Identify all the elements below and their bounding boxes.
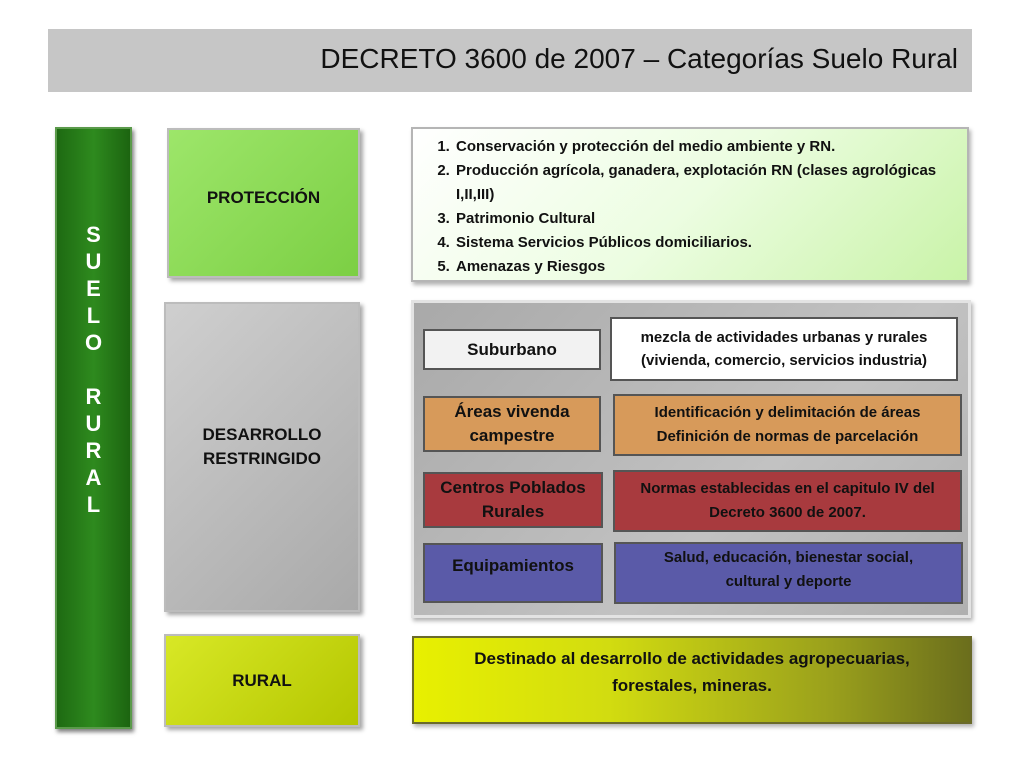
category-proteccion-label: PROTECCIÓN xyxy=(206,188,321,207)
vertical-letter: L xyxy=(86,303,101,328)
rural-desc-line1: Destinado al desarrollo de actividades agropecuarias, xyxy=(474,649,910,668)
vertical-letter: R xyxy=(85,384,102,409)
rural-desc-line2: forestales, mineras. xyxy=(612,676,772,695)
equipamientos-desc xyxy=(614,542,963,604)
suburbano-label-text: Suburbano xyxy=(467,339,557,359)
suelo-rural-vertical-label xyxy=(55,127,132,729)
centros-desc-line2: Decreto 3600 de 2007. xyxy=(709,504,866,521)
suburbano-label xyxy=(423,329,601,370)
proteccion-list-box xyxy=(411,127,969,282)
centros-label-line1: Centros Poblados xyxy=(440,478,586,497)
category-desarrollo-restringido xyxy=(164,302,360,612)
page-title: DECRETO 3600 de 2007 – Categorías Suelo Rural xyxy=(320,43,958,74)
suburbano-desc xyxy=(610,317,958,381)
category-proteccion xyxy=(167,128,360,278)
areas-desc-line1: Identificación y delimitación de áreas xyxy=(654,404,921,421)
vertical-letter: E xyxy=(86,276,101,301)
areas-label-line2: campestre xyxy=(469,426,555,445)
centros-label xyxy=(423,472,603,528)
category-rural-label: RURAL xyxy=(232,670,292,690)
rural-desc xyxy=(412,636,972,724)
areas-label xyxy=(423,396,601,452)
equipamientos-label xyxy=(423,543,603,603)
list-item: 5. Amenazas y Riesgos xyxy=(454,255,957,279)
category-desarrollo-label-line1: DESARROLLO xyxy=(202,425,322,444)
areas-desc-line2: Definición de normas de parcelación xyxy=(656,428,919,445)
vertical-letter: U xyxy=(85,411,102,436)
centros-desc xyxy=(613,470,962,532)
list-item: 2. Producción agrícola, ganadera, explotación RN (clases agrológicas I,II,III) xyxy=(454,159,957,207)
category-rural xyxy=(164,634,360,727)
vertical-letter: O xyxy=(84,330,103,355)
equipamientos-desc-line1: Salud, educación, bienestar social, xyxy=(663,549,914,566)
vertical-letter: A xyxy=(85,465,102,490)
vertical-letter: L xyxy=(86,492,101,517)
list-item: 1. Conservación y protección del medio ambiente y RN. xyxy=(454,135,957,159)
centros-desc-line1: Normas establecidas en el capitulo IV del xyxy=(640,480,935,497)
areas-desc xyxy=(613,394,962,456)
vertical-letter: S xyxy=(86,222,101,247)
suburbano-desc-line1: mezcla de actividades urbanas y rurales xyxy=(640,329,928,346)
equipamientos-desc-line2: cultural y deporte xyxy=(725,573,852,590)
proteccion-list xyxy=(423,135,957,279)
centros-label-line2: Rurales xyxy=(481,502,545,521)
list-item: 4. Sistema Servicios Públicos domiciliarios. xyxy=(454,231,957,255)
vertical-letter: R xyxy=(85,438,102,463)
list-item: 3. Patrimonio Cultural xyxy=(454,207,957,231)
equipamientos-label-text: Equipamientos xyxy=(452,556,574,575)
category-desarrollo-label-line2: RESTRINGIDO xyxy=(202,449,322,468)
vertical-letter: U xyxy=(85,249,102,274)
areas-label-line1: Áreas vivenda xyxy=(454,402,570,421)
suburbano-desc-line2: (vivienda, comercio, servicios industria) xyxy=(641,352,927,369)
title-bar xyxy=(48,29,972,92)
